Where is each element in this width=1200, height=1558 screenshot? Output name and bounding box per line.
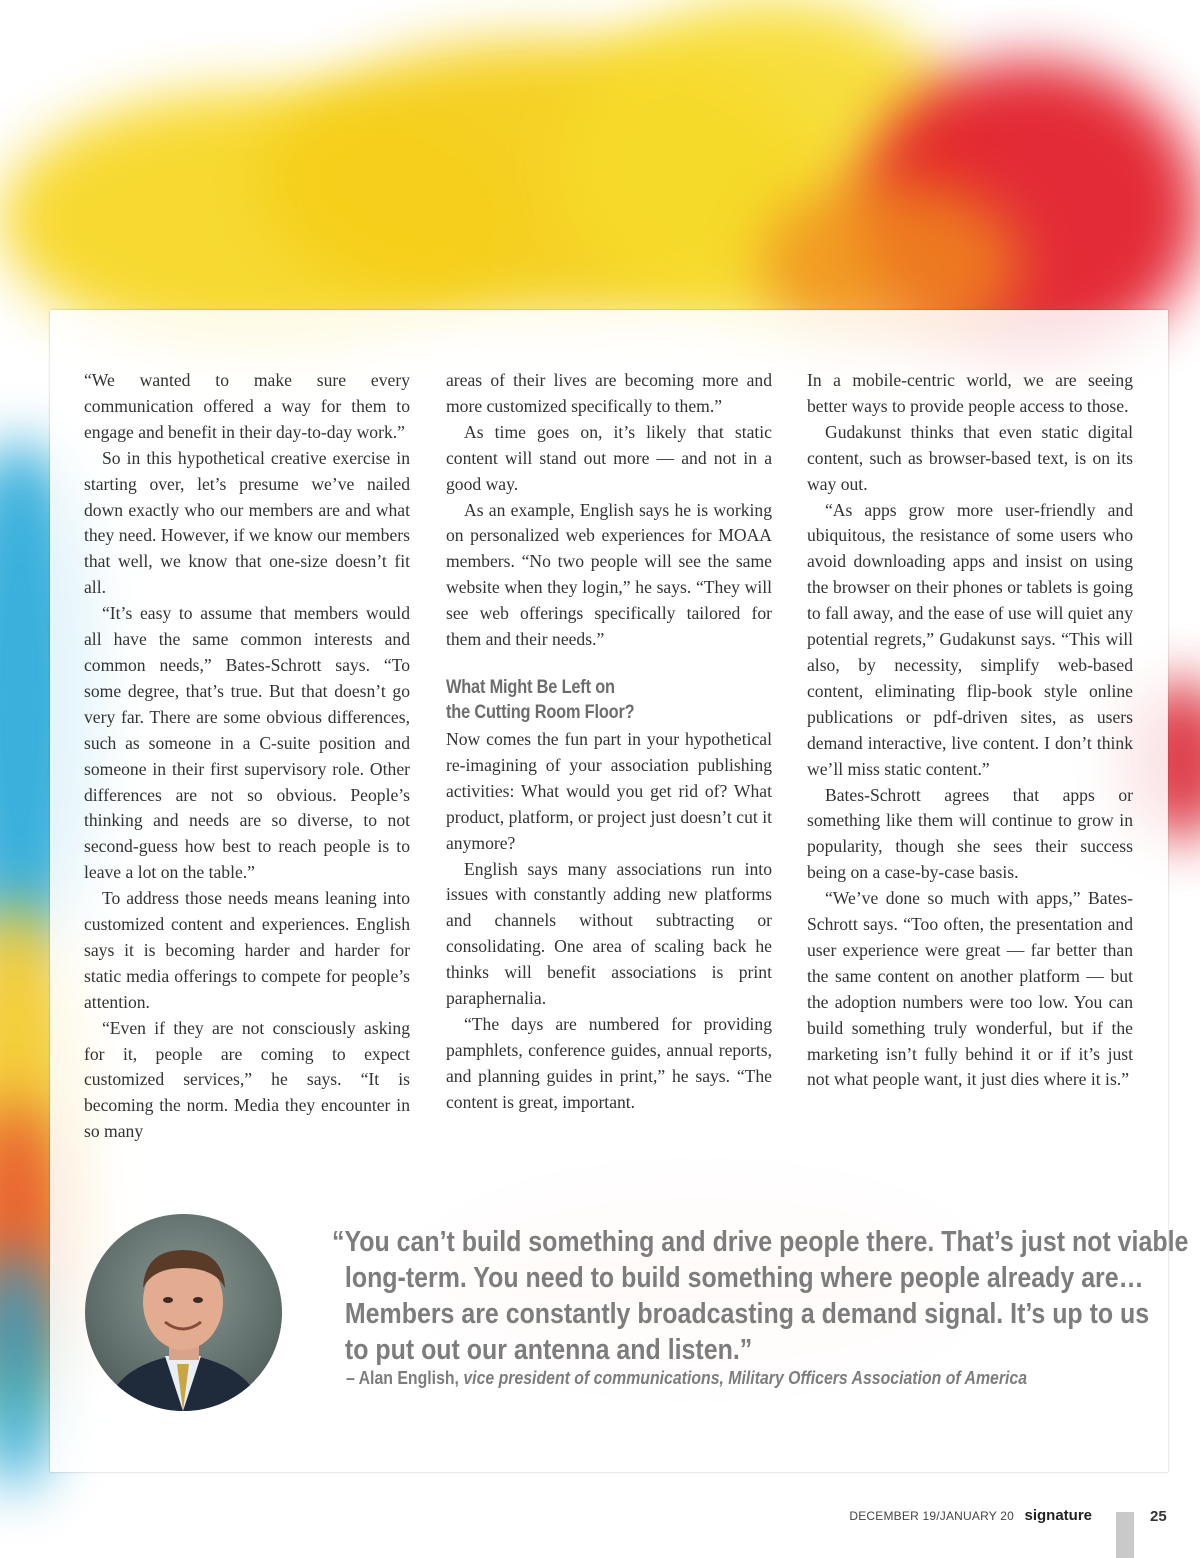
attribution-title: vice president of communications, Military Officers Association of America bbox=[463, 1368, 1028, 1388]
paragraph: “As apps grow more user-friendly and ubiquitous, the resistance of some users who avoid downloading apps and insist on using the browser on their phones or tablets is going to fall away, and the ease of use will quiet any potential regrets,” Gudakunst says. “This will also, by necessity, simplify web-based content, eliminating flip-book style online publications or pdf-driven sites, as users demand interactive, live content. I don’t think we’ll miss static content.” bbox=[807, 499, 1133, 779]
pull-quote-line-4: to put out our antenna and listen.” bbox=[344, 1334, 753, 1366]
page-number: 25 bbox=[1150, 1508, 1167, 1525]
paragraph: In a mobile-centric world, we are seeing better ways to provide people access to those. bbox=[807, 370, 1133, 416]
paragraph: To address those needs means leaning into customized content and experiences. English says it is becoming harder and harder for static media offerings to compete for people’s attention. bbox=[84, 888, 410, 1012]
attribution-name: – Alan English, bbox=[346, 1368, 459, 1388]
paragraph: As time goes on, it’s likely that static content will stand out more — and not in a good way. bbox=[446, 421, 772, 494]
article-column-3 bbox=[807, 368, 1133, 1093]
paragraph: English says many associations run into issues with constantly adding new platforms and channels without subtracting or consolidating. One area of scaling back he thinks will benefit associations is print paraphernalia. bbox=[446, 858, 772, 1009]
paragraph: Bates-Schrott agrees that apps or something like them will continue to grow in popularity, though she sees their success being on a case-by-case basis. bbox=[807, 784, 1133, 883]
pull-quote-attribution bbox=[346, 1368, 1027, 1389]
paragraph: areas of their lives are becoming more and more customized specifically to them.” bbox=[446, 370, 772, 416]
pull-quote-line-1: “You can’t build something and drive people there. That’s just not viable bbox=[332, 1226, 1189, 1258]
paragraph: “We wanted to make sure every communication offered a way for them to engage and benefit in their day-to-day work.” bbox=[84, 370, 410, 442]
page-marker-bar bbox=[1116, 1512, 1134, 1558]
paragraph: “It’s easy to assume that members would all have the same common interests and common needs,” Bates-Schrott says. “To some degree, that’s true. But that doesn’t go very far. There are some obvious differences, such as someone in a C-suite position and someone in their first supervisory role. Other differences are not so obvious. People’s thinking and needs are so diverse, to not second-guess how best to reach people is to leave a lot on the table.” bbox=[84, 603, 410, 883]
page-footer bbox=[849, 1507, 1092, 1525]
issue-date: DECEMBER 19/JANUARY 20 bbox=[849, 1509, 1015, 1523]
column-2-top-text bbox=[446, 368, 772, 653]
paragraph: Now comes the fun part in your hypothetical re-imagining of your association publishing activities: What would you get rid of? What product, platform, or project just doesn’t cut it anymore? bbox=[446, 728, 772, 853]
paragraph: So in this hypothetical creative exercise in starting over, let’s presume we’ve nailed down exactly who our members are and what they need. However, if we know our members that well, we know that one-size doesn’t fit all. bbox=[84, 447, 410, 598]
paragraph: “The days are numbered for providing pamphlets, conference guides, annual reports, and planning guides in print,” he says. “The content is great, important. bbox=[446, 1013, 772, 1112]
magazine-brand: signature bbox=[1024, 1507, 1092, 1524]
subhead-line-1: What Might Be Left on bbox=[446, 676, 615, 698]
article-column-2 bbox=[446, 368, 772, 1116]
column-2-bottom-text bbox=[446, 727, 772, 1116]
portrait-illustration bbox=[85, 1214, 282, 1411]
portrait-photo bbox=[85, 1214, 282, 1411]
pull-quote bbox=[332, 1224, 1189, 1368]
subhead-line-2: the Cutting Room Floor? bbox=[446, 701, 635, 723]
paragraph: “We’ve done so much with apps,” Bates-Schrott says. “Too often, the presentation and user experience were great — far better than the same content on another platform — but the adoption numbers were too low. You can build something truly wonderful, but if the marketing isn’t fully behind it or if it’s just not what people want, it just dies where it is.” bbox=[807, 888, 1133, 1090]
section-subhead bbox=[446, 675, 726, 725]
paragraph: “Even if they are not consciously asking for it, people are coming to expect customized services,” he says. “It is becoming the norm. Media they encounter in so many bbox=[84, 1017, 410, 1142]
pull-quote-line-3: Members are constantly broadcasting a demand signal. It’s up to us bbox=[344, 1298, 1150, 1330]
pull-quote-line-2: long-term. You need to build something where people already are… bbox=[344, 1262, 1144, 1294]
paragraph: Gudakunst thinks that even static digital content, such as browser-based text, is on its way out. bbox=[807, 421, 1133, 494]
paragraph: As an example, English says he is working on personalized web experiences for MOAA members. “No two people will see the same website when they login,” he says. “They will see web offerings specifically tailored for them and their needs.” bbox=[446, 499, 772, 650]
article-column-1 bbox=[84, 368, 410, 1145]
